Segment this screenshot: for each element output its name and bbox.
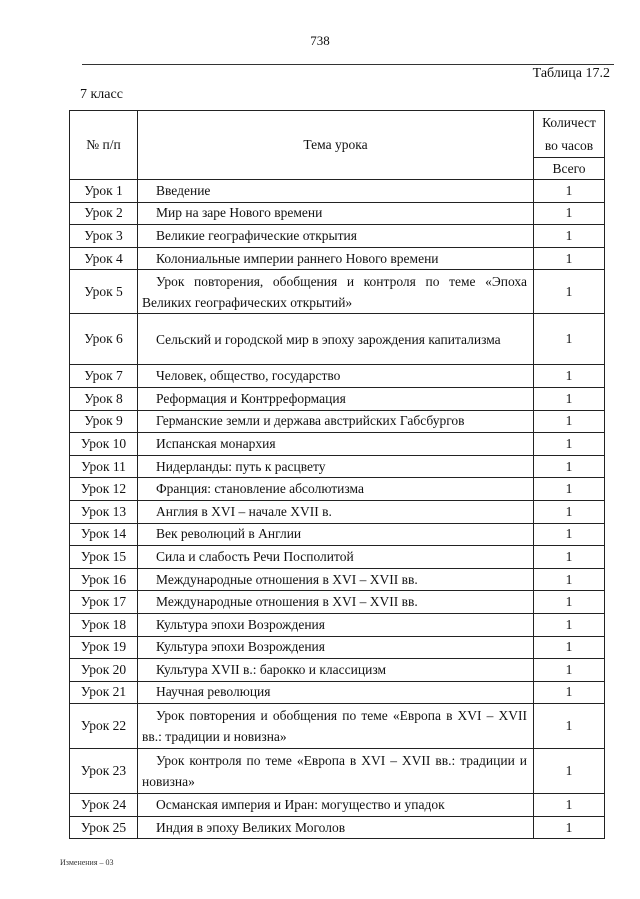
lesson-topic: Культура XVII в.: барокко и классицизм [138, 659, 534, 682]
lesson-topic [138, 749, 534, 794]
table-row [70, 455, 605, 478]
table-row [70, 681, 605, 704]
lesson-topic: Нидерланды: путь к расцвету [138, 455, 534, 478]
col-header-total: Всего [534, 158, 605, 180]
table-row [70, 314, 605, 365]
lesson-topic: Франция: становление абсолютизма [138, 478, 534, 501]
lesson-topic: Германские земли и держава австрийских Габсбургов [138, 410, 534, 433]
col-header-hours [534, 111, 605, 158]
col-header-hours-line2: во часов [544, 138, 594, 153]
lesson-number: Урок 15 [70, 546, 138, 569]
lesson-hours: 1 [534, 816, 605, 839]
table-row [70, 749, 605, 794]
lesson-number: Урок 11 [70, 455, 138, 478]
lesson-topic-text: Урок контроля по теме «Европа в XVI – XVII вв.: традиции и новизна» [142, 753, 527, 790]
lesson-hours: 1 [534, 314, 605, 365]
table-row [70, 387, 605, 410]
lesson-hours: 1 [534, 523, 605, 546]
lesson-topic: Индия в эпоху Великих Моголов [138, 816, 534, 839]
lesson-number: Урок 19 [70, 636, 138, 659]
lesson-topic: Научная революция [138, 681, 534, 704]
lesson-hours: 1 [534, 591, 605, 614]
lesson-topic: Введение [138, 180, 534, 203]
lesson-hours: 1 [534, 681, 605, 704]
table-row [70, 546, 605, 569]
table-label: Таблица 17.2 [532, 66, 610, 81]
lesson-topic: Англия в XVI – начале XVII в. [138, 500, 534, 523]
lesson-hours: 1 [534, 500, 605, 523]
lesson-topic: Мир на заре Нового времени [138, 202, 534, 225]
lesson-topic: Культура эпохи Возрождения [138, 636, 534, 659]
lesson-topic-text: Сельский и городской мир в эпоху зарождения капитализма [156, 331, 501, 347]
lesson-hours: 1 [534, 433, 605, 456]
footer-revision-note: Изменения – 03 [60, 858, 114, 867]
table-row [70, 523, 605, 546]
lesson-hours: 1 [534, 270, 605, 314]
lesson-number: Урок 17 [70, 591, 138, 614]
lesson-hours: 1 [534, 387, 605, 410]
table-row [70, 202, 605, 225]
table-row [70, 433, 605, 456]
lesson-topic: Международные отношения в XVI – XVII вв. [138, 591, 534, 614]
header-rule [82, 64, 614, 65]
lesson-hours: 1 [534, 455, 605, 478]
lesson-topic [138, 314, 534, 365]
lesson-number: Урок 8 [70, 387, 138, 410]
lesson-hours: 1 [534, 749, 605, 794]
lesson-number: Урок 7 [70, 365, 138, 388]
lesson-number: Урок 13 [70, 500, 138, 523]
table-row [70, 613, 605, 636]
table-row [70, 478, 605, 501]
lesson-number: Урок 21 [70, 681, 138, 704]
lesson-number: Урок 2 [70, 202, 138, 225]
table-row [70, 704, 605, 749]
lesson-number: Урок 12 [70, 478, 138, 501]
lesson-topic: Колониальные империи раннего Нового времени [138, 247, 534, 270]
table-row [70, 794, 605, 817]
lesson-number: Урок 22 [70, 704, 138, 749]
table-row [70, 659, 605, 682]
col-header-topic: Тема урока [138, 111, 534, 180]
lesson-hours: 1 [534, 365, 605, 388]
lesson-topic-text: Урок повторения, обобщения и контроля по теме «Эпоха Великих географических открытий» [142, 273, 527, 310]
lesson-topic: Век революций в Англии [138, 523, 534, 546]
lesson-topic: Сила и слабость Речи Посполитой [138, 546, 534, 569]
lesson-hours: 1 [534, 568, 605, 591]
table-row [70, 270, 605, 314]
lesson-topic: Человек, общество, государство [138, 365, 534, 388]
lesson-topic-text: Урок повторения и обобщения по теме «Европа в XVI – XVII вв.: традиции и новизна» [142, 708, 527, 745]
table-row [70, 180, 605, 203]
col-header-hours-line1: Количест [542, 115, 596, 130]
grade-label: 7 класс [80, 87, 123, 102]
lesson-number: Урок 4 [70, 247, 138, 270]
lesson-number: Урок 18 [70, 613, 138, 636]
lesson-number: Урок 25 [70, 816, 138, 839]
lesson-topic: Испанская монархия [138, 433, 534, 456]
table-row [70, 365, 605, 388]
lesson-topic: Международные отношения в XVI – XVII вв. [138, 568, 534, 591]
lesson-number: Урок 14 [70, 523, 138, 546]
lesson-hours: 1 [534, 704, 605, 749]
table-row [70, 816, 605, 839]
lesson-hours: 1 [534, 613, 605, 636]
lesson-hours: 1 [534, 636, 605, 659]
table-row [70, 500, 605, 523]
lesson-hours: 1 [534, 225, 605, 248]
table-row [70, 636, 605, 659]
lesson-number: Урок 23 [70, 749, 138, 794]
lesson-number: Урок 10 [70, 433, 138, 456]
lesson-topic [138, 704, 534, 749]
lesson-hours: 1 [534, 659, 605, 682]
lesson-hours: 1 [534, 410, 605, 433]
lesson-topic: Османская империя и Иран: могущество и упадок [138, 794, 534, 817]
table-row [70, 225, 605, 248]
lessons-table [69, 110, 605, 839]
lesson-hours: 1 [534, 794, 605, 817]
lesson-number: Урок 1 [70, 180, 138, 203]
table-row [70, 568, 605, 591]
col-header-num: № п/п [70, 111, 138, 180]
lesson-topic: Великие географические открытия [138, 225, 534, 248]
table-row [70, 591, 605, 614]
lesson-number: Урок 6 [70, 314, 138, 365]
page-number: 738 [310, 33, 330, 48]
table-row [70, 410, 605, 433]
table-row [70, 247, 605, 270]
lesson-hours: 1 [534, 546, 605, 569]
lesson-number: Урок 20 [70, 659, 138, 682]
lesson-topic: Реформация и Контрреформация [138, 387, 534, 410]
lesson-hours: 1 [534, 180, 605, 203]
lesson-number: Урок 24 [70, 794, 138, 817]
lesson-number: Урок 3 [70, 225, 138, 248]
lesson-hours: 1 [534, 202, 605, 225]
lesson-topic [138, 270, 534, 314]
lesson-hours: 1 [534, 247, 605, 270]
lesson-number: Урок 5 [70, 270, 138, 314]
lesson-number: Урок 9 [70, 410, 138, 433]
lesson-number: Урок 16 [70, 568, 138, 591]
lesson-hours: 1 [534, 478, 605, 501]
lesson-topic: Культура эпохи Возрождения [138, 613, 534, 636]
